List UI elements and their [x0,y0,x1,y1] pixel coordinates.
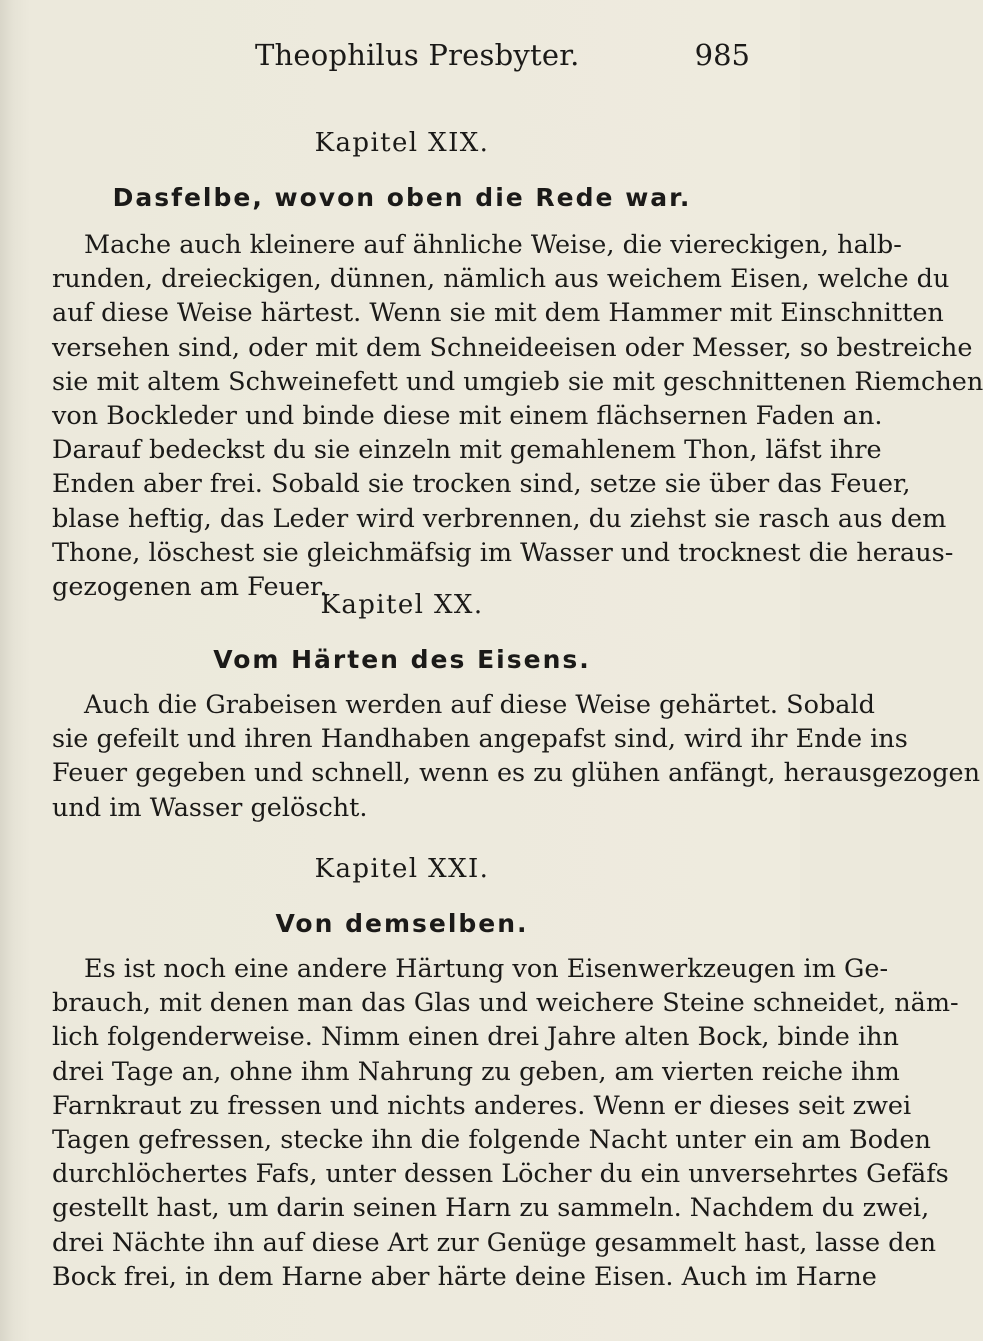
running-head [0,38,800,78]
text-line: von Bockleder und binde diese mit einem flächsernen Faden an. [52,400,883,431]
chapter-21-paragraph [52,952,959,1294]
text-line: drei Nächte ihn auf diese Art zur Genüge gesammelt hast, lasse den [52,1227,936,1258]
text-line: Feuer gegeben und schnell, wenn es zu glühen anfängt, herausgezogen [52,758,981,789]
text-line: lich folgenderweise. Nimm einen drei Jahre alten Bock, binde ihn [52,1022,899,1053]
chapter-19-paragraph [52,228,983,604]
chapter-20-paragraph [52,688,981,825]
text-line: durchlöchertes Fafs, unter dessen Löcher du ein unversehrtes Gefäfs [52,1159,949,1190]
text-line: Tagen gefressen, stecke ihn die folgende Nacht unter ein am Boden [52,1124,931,1155]
text-line: gezogenen am Feuer. [52,571,328,602]
text-line: Mache auch kleinere auf ähnliche Weise, die viereckigen, halb- [84,230,902,260]
text-line: Es ist noch eine andere Härtung von Eisenwerkzeugen im Ge- [84,954,889,984]
text-line: gestellt hast, um darin seinen Harn zu sammeln. Nachdem du zwei, [52,1193,930,1224]
text-line: Bock frei, in dem Harne aber härte deine Eisen. Auch im Harne [52,1261,877,1292]
text-line: Auch die Grabeisen werden auf diese Weise gehärtet. Sobald [84,690,875,720]
text-line: Enden aber frei. Sobald sie trocken sind, setze sie über das Feuer, [52,469,911,500]
text-line: drei Tage an, ohne ihm Nahrung zu geben, am vierten reiche ihm [52,1056,900,1087]
text-line: sie mit altem Schweinefett und umgieb sie mit geschnittenen Riemchen [52,366,983,397]
text-line: Farnkraut zu fressen und nichts anderes. Wenn er dieses seit zwei [52,1090,912,1121]
text-line: Thone, löschest sie gleichmäfsig im Wasser und trocknest die heraus- [52,537,954,568]
text-line: Darauf bedeckst du sie einzeln mit gemahlenem Thon, läfst ihre [52,435,882,466]
running-head-title: Theophilus Presbyter. [255,38,580,72]
chapter-20-number: Kapitel XX. [320,590,484,620]
text-line: versehen sind, oder mit dem Schneideeisen oder Messer, so bestreiche [52,332,973,363]
text-line: brauch, mit denen man das Glas und weichere Steine schneidet, näm- [52,988,959,1019]
text-line: und im Wasser gelöscht. [52,792,368,823]
page-number: 985 [694,38,750,72]
chapter-21-title: Von demselben. [275,909,529,938]
text-line: blase heftig, das Leder wird verbrennen, du ziehst sie rasch aus dem [52,503,947,534]
chapter-21-number: Kapitel XXI. [314,854,490,884]
text-line: runden, dreieckigen, dünnen, nämlich aus weichem Eisen, welche du [52,264,950,295]
chapter-20-title: Vom Härten des Eisens. [213,645,591,674]
chapter-19-number: Kapitel XIX. [314,128,490,158]
text-line: sie gefeilt und ihren Handhaben angepafst sind, wird ihr Ende ins [52,724,908,755]
chapter-19-title: Dasfelbe, wovon oben die Rede war. [112,183,692,212]
text-line: auf diese Weise härtest. Wenn sie mit dem Hammer mit Einschnitten [52,298,944,329]
